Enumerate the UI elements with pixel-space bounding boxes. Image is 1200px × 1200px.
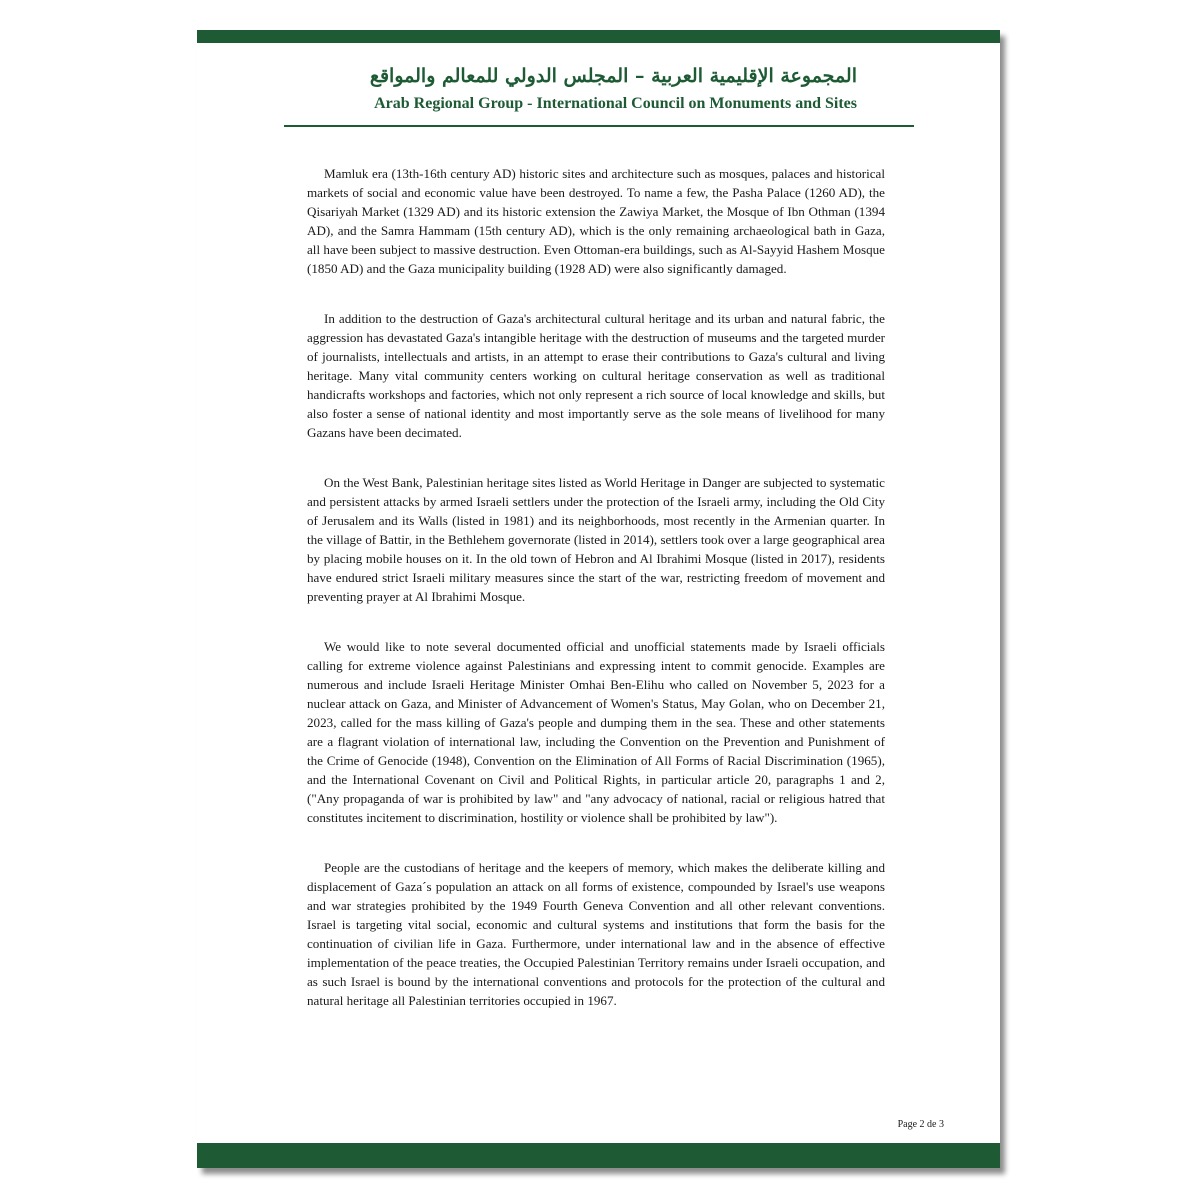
paragraph-intangible-heritage: In addition to the destruction of Gaza's architectural cultural heritage and its urban and natural fabric, the aggression has devastated Gaza's intangible heritage with the destruction of museums and the targeted murder of journalists, intellectuals and artists, in an attempt to erase their contributions to Gaza's cultural and living heritage. Many vital community centers working on cultural heritage conservation as well as traditional handicrafts workshops and factories, which not only represent a rich source of local knowledge and skills, but also foster a sense of national identity and most importantly serve as the sole means of livelihood for many Gazans have been decimated.	[307, 311, 885, 440]
paragraph-mamluk-sites: Mamluk era (13th-16th century AD) historic sites and architecture such as mosques, palaces and historical markets of social and economic value have been destroyed. To name a few, the Pasha Palace (1260 AD), the Qisariyah Market (1329 AD) and its historic extension the Zawiya Market, the Mosque of Ibn Othman (1394 AD), and the Samra Hammam (15th century AD), which is the only remaining archaeological bath in Gaza, all have been subject to massive destruction. Even Ottoman-era buildings, such as Al-Sayyid Hashem Mosque (1850 AD) and the Gaza municipality building (1928 AD) were also significantly damaged.	[307, 166, 885, 276]
paragraph-custodians: People are the custodians of heritage and the keepers of memory, which makes the deliberate killing and displacement of Gaza´s population an attack on all forms of existence, compounded by Israel's use weapons and war strategies prohibited by the 1949 Fourth Geneva Convention and all other relevant conventions. Israel is targeting vital social, economic and cultural systems and institutions that form the basis for the continuation of civilian life in Gaza. Furthermore, under international law and in the absence of effective implementation of the peace treaties, the Occupied Palestinian Territory remains under Israeli occupation, and as such Israel is bound by the international conventions and protocols for the protection of the cultural and natural heritage all Palestinian territories occupied in 1967.	[307, 860, 885, 1008]
footer-band	[197, 1143, 1000, 1168]
paragraph-west-bank: On the West Bank, Palestinian heritage sites listed as World Heritage in Danger are subjected to systematic and persistent attacks by armed Israeli settlers under the protection of the Israeli army, including the Old City of Jerusalem and its Walls (listed in 1981) and its neighborhoods, most recently in the Armenian quarter. In the village of Battir, in the Bethlehem governorate (listed in 2014), settlers took over a large geographical area by placing mobile houses on it. In the old town of Hebron and Al Ibrahimi Mosque (listed in 2017), residents have endured strict Israeli military measures since the start of the war, restricting freedom of movement and preventing prayer at Al Ibrahimi Mosque.	[307, 475, 885, 604]
header-band	[197, 30, 1000, 43]
header-divider	[284, 125, 914, 127]
arabic-org-title: المجموعة الإقليمية العربية – المجلس الدولي للمعالم والمواقع	[369, 65, 857, 87]
english-org-title: Arab Regional Group - International Council on Monuments and Sites	[374, 95, 857, 112]
paragraph-official-statements: We would like to note several documented official and unofficial statements made by Israeli officials calling for extreme violence against Palestinians and expressing intent to commit genocide. Examples are numerous and include Israeli Heritage Minister Omhai Ben-Elihu who called on November 5, 2023 for a nuclear attack on Gaza, and Minister of Advancement of Women's Status, May Golan, who on December 21, 2023, called for the mass killing of Gaza's people and dumping them in the sea. These and other statements are a flagrant violation of international law, including the Convention on the Prevention and Punishment of the Crime of Genocide (1948), Convention on the Elimination of All Forms of Racial Discrimination (1965), and the International Covenant on Civil and Political Rights, in particular article 20, paragraphs 1 and 2, ("Any propaganda of war is prohibited by law" and "any advocacy of national, racial or religious hatred that constitutes incitement to discrimination, hostility or violence shall be prohibited by law").	[307, 639, 885, 825]
document-page	[197, 30, 1000, 1168]
page-number: Page 2 de 3	[897, 1119, 944, 1130]
document-body	[307, 164, 885, 1041]
